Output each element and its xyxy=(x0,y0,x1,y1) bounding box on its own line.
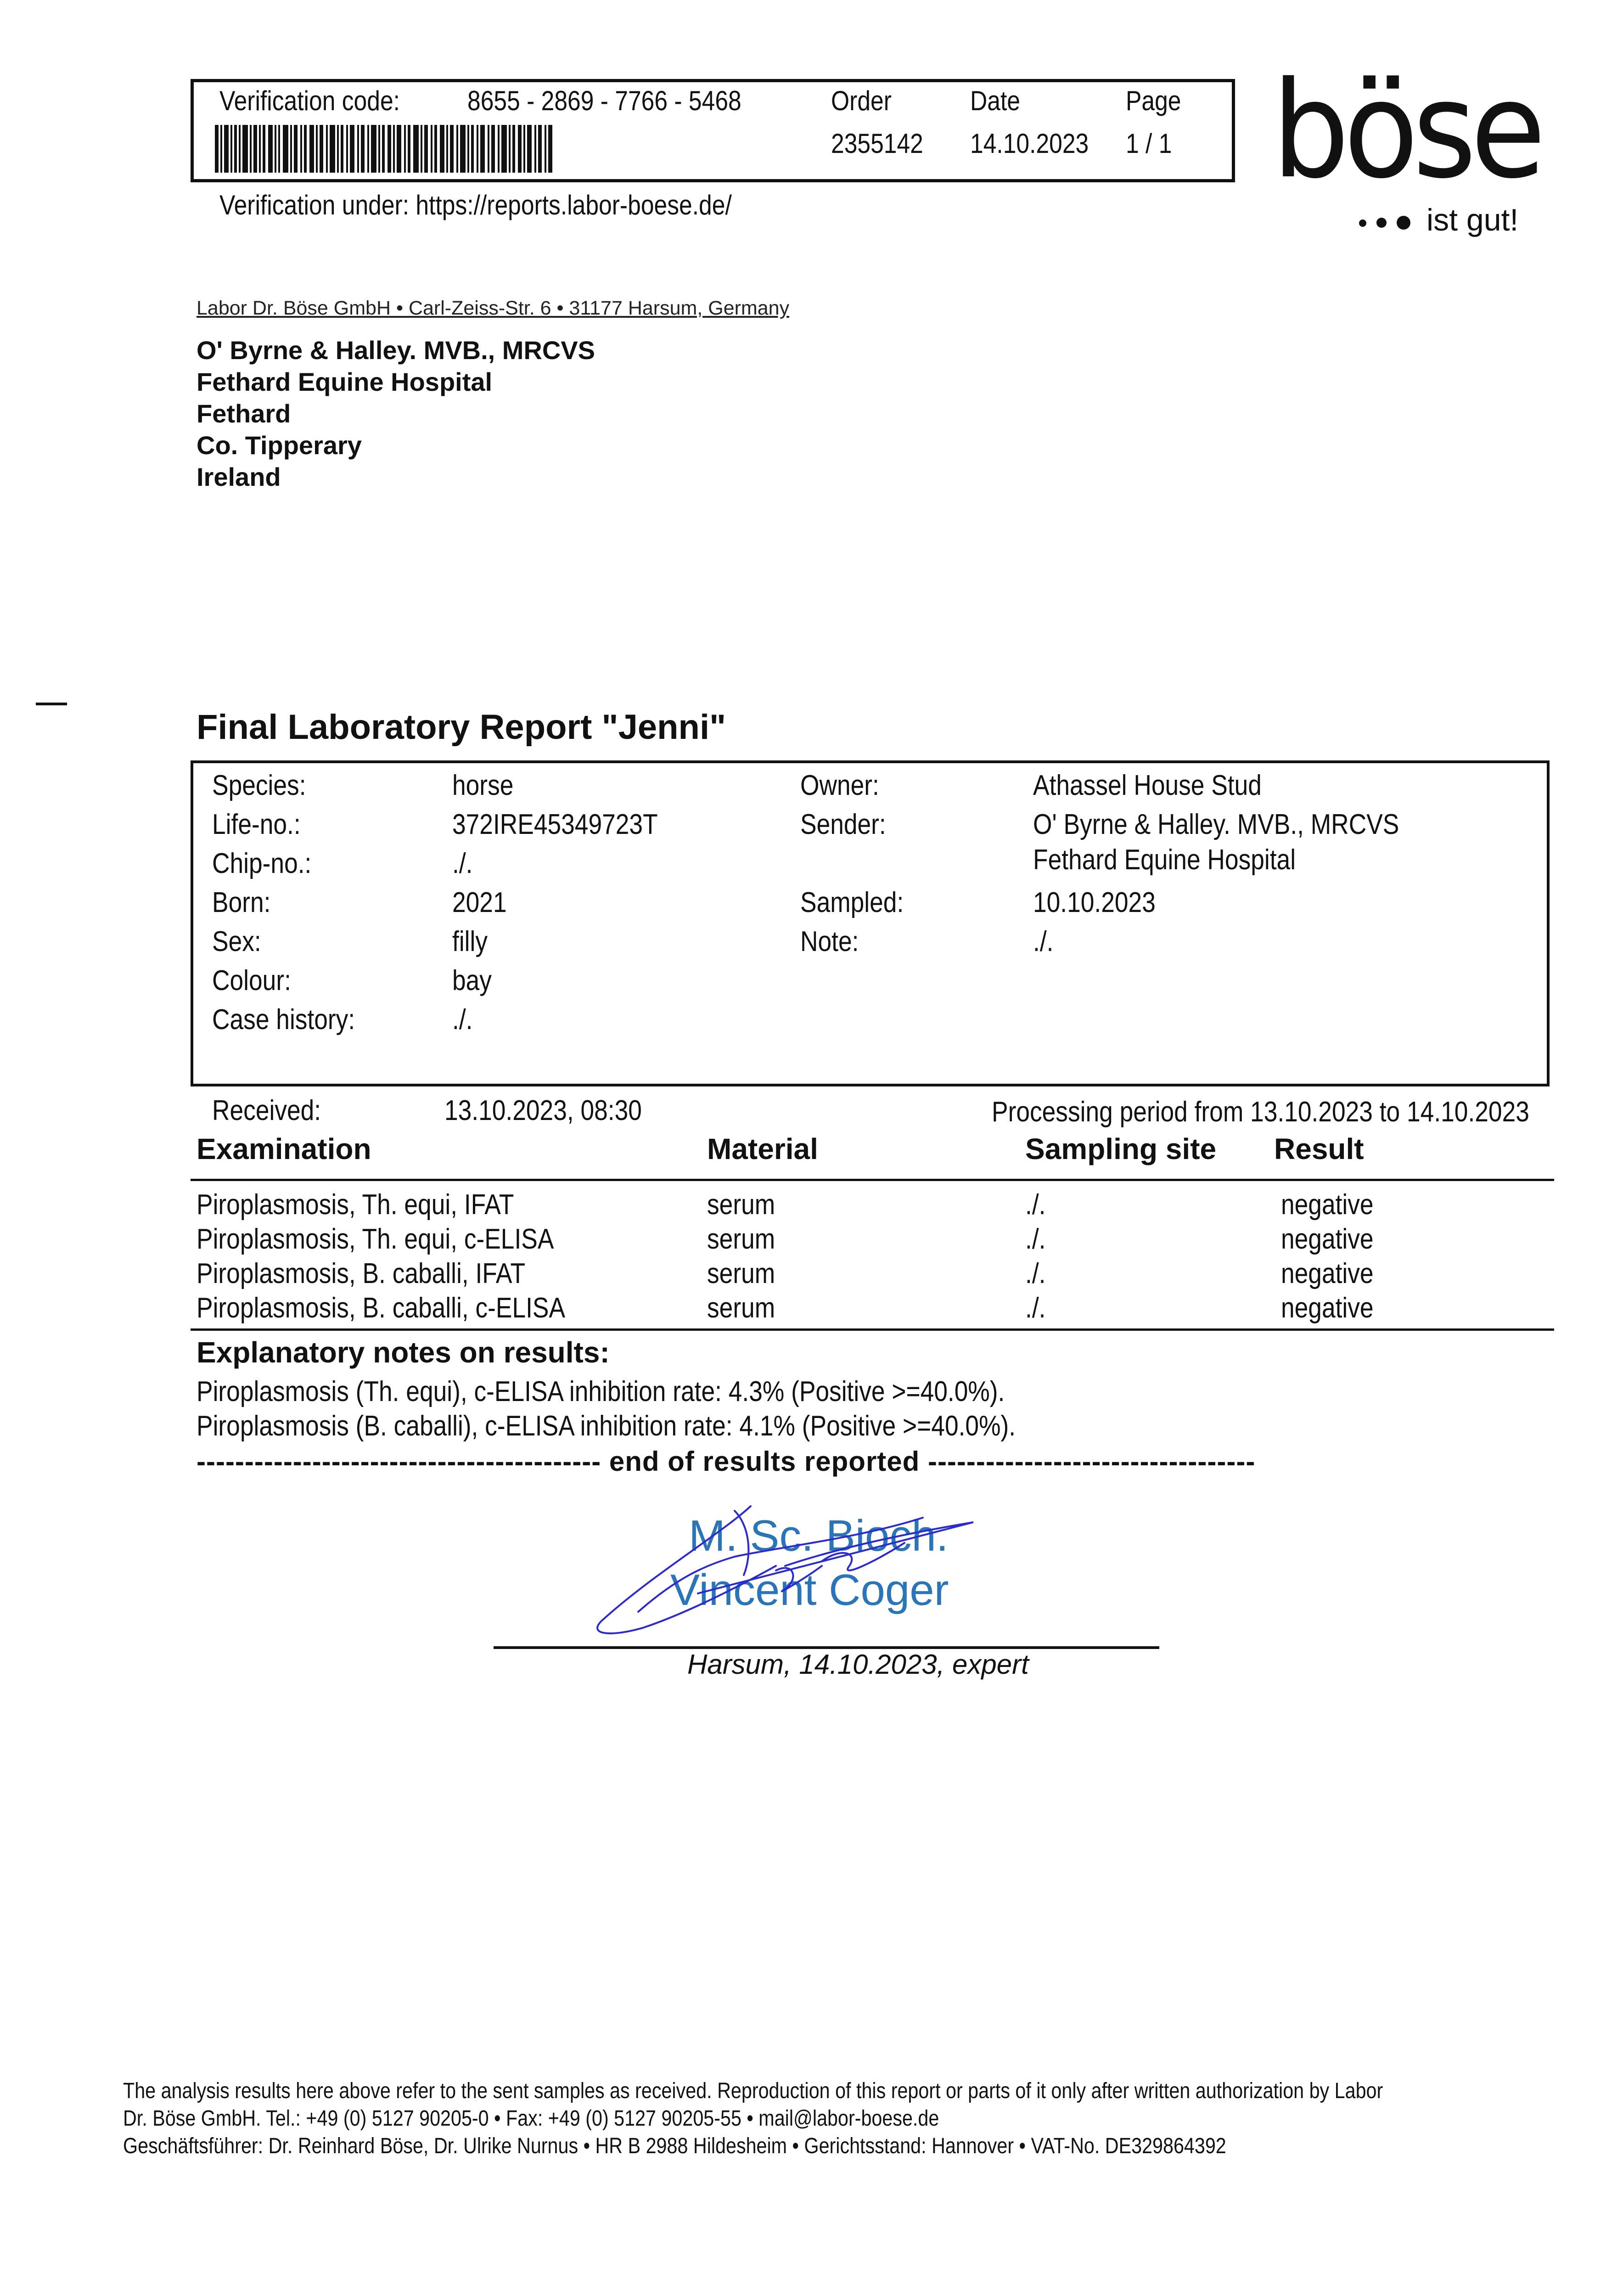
material-cell: serum xyxy=(707,1292,775,1324)
stamp-title: M. Sc. Bioch. xyxy=(689,1511,949,1560)
recipient-line: Ireland xyxy=(197,462,281,491)
life-no-value: 372IRE45349723T xyxy=(452,809,658,840)
received-value: 13.10.2023, 08:30 xyxy=(444,1095,642,1126)
column-header-result: Result xyxy=(1274,1132,1364,1165)
sex-label: Sex: xyxy=(212,926,261,957)
date-value: 14.10.2023 xyxy=(970,128,1089,159)
colour-value: bay xyxy=(452,965,492,996)
table-header-rule xyxy=(191,1179,1554,1181)
chip-no-label: Chip-no.: xyxy=(212,848,312,879)
logo-dot-icon xyxy=(1359,219,1366,227)
owner-label: Owner: xyxy=(800,770,879,801)
footer-line: Dr. Böse GmbH. Tel.: +49 (0) 5127 90205-0 • Fax: +49 (0) 5127 90205-55 • mail@labor-boese.de xyxy=(123,2106,939,2131)
column-header-material: Material xyxy=(707,1132,818,1165)
examination-cell: Piroplasmosis, B. caballi, IFAT xyxy=(197,1258,526,1289)
logo-dot-icon xyxy=(1397,216,1410,230)
stamp-name: Vincent Coger xyxy=(670,1565,949,1615)
case-history-value: ./. xyxy=(452,1004,473,1035)
sampled-value: 10.10.2023 xyxy=(1033,887,1156,918)
sender-value: O' Byrne & Halley. MVB., MRCVS xyxy=(1033,809,1399,840)
result-cell: negative xyxy=(1281,1223,1374,1255)
logo-dot-icon xyxy=(1376,218,1387,228)
logo-wordmark: böse xyxy=(1272,53,1540,208)
order-label: Order xyxy=(831,85,892,116)
sampling-site-cell: ./. xyxy=(1025,1258,1046,1289)
verification-label: Verification code: xyxy=(219,85,400,116)
colour-label: Colour: xyxy=(212,965,291,996)
note-label: Note: xyxy=(800,926,859,957)
barcode xyxy=(215,125,552,173)
note-line: Piroplasmosis (Th. equi), c-ELISA inhibition rate: 4.3% (Positive >=40.0%). xyxy=(197,1376,1005,1407)
owner-value: Athassel House Stud xyxy=(1033,770,1262,801)
signature-caption: Harsum, 14.10.2023, expert xyxy=(687,1649,1029,1680)
table-row xyxy=(0,1292,1623,1326)
born-value: 2021 xyxy=(452,887,507,918)
born-label: Born: xyxy=(212,887,271,918)
sender-value-2: Fethard Equine Hospital xyxy=(1033,844,1296,876)
examination-cell: Piroplasmosis, Th. equi, IFAT xyxy=(197,1189,514,1221)
table-row xyxy=(0,1188,1623,1223)
logo-tagline: ist gut! xyxy=(1426,203,1519,237)
column-header-sampling-site: Sampling site xyxy=(1025,1132,1217,1165)
footer-line: Geschäftsführer: Dr. Reinhard Böse, Dr. Ulrike Nurnus • HR B 2988 Hildesheim • Gerichtsstand: Hannover • VAT-No. DE329864392 xyxy=(123,2134,1226,2158)
recipient-line: O' Byrne & Halley. MVB., MRCVS xyxy=(197,336,595,365)
verification-url: Verification under: https://reports.labor-boese.de/ xyxy=(219,190,732,220)
order-value: 2355142 xyxy=(831,128,923,159)
chip-no-value: ./. xyxy=(452,848,473,879)
note-value: ./. xyxy=(1033,926,1054,957)
result-cell: negative xyxy=(1281,1189,1374,1221)
species-label: Species: xyxy=(212,770,306,801)
recipient-line: Co. Tipperary xyxy=(197,431,362,460)
material-cell: serum xyxy=(707,1189,775,1221)
verification-code: 8655 - 2869 - 7766 - 5468 xyxy=(467,85,741,116)
recipient-line: Fethard xyxy=(197,399,291,428)
page-label: Page xyxy=(1126,85,1181,116)
date-label: Date xyxy=(970,85,1021,116)
result-cell: negative xyxy=(1281,1258,1374,1289)
table-row xyxy=(0,1223,1623,1257)
received-label: Received: xyxy=(212,1095,321,1126)
report-title: Final Laboratory Report "Jenni" xyxy=(197,708,726,747)
fold-mark xyxy=(36,703,67,705)
examination-cell: Piroplasmosis, Th. equi, c-ELISA xyxy=(197,1223,554,1255)
end-of-results-line: ------------------------------------------ end of results reported ---------------------------------- xyxy=(197,1446,1256,1477)
note-line: Piroplasmosis (B. caballi), c-ELISA inhibition rate: 4.1% (Positive >=40.0%). xyxy=(197,1410,1016,1442)
handwritten-signature xyxy=(583,1497,1088,1644)
sampling-site-cell: ./. xyxy=(1025,1292,1046,1324)
material-cell: serum xyxy=(707,1258,775,1289)
species-value: horse xyxy=(452,770,514,801)
sender-address-line: Labor Dr. Böse GmbH • Carl-Zeiss-Str. 6 • 31177 Harsum, Germany xyxy=(197,297,790,319)
examination-cell: Piroplasmosis, B. caballi, c-ELISA xyxy=(197,1292,566,1324)
table-bottom-rule xyxy=(191,1328,1554,1331)
case-history-label: Case history: xyxy=(212,1004,355,1035)
sender-label: Sender: xyxy=(800,809,886,840)
result-cell: negative xyxy=(1281,1292,1374,1324)
sex-value: filly xyxy=(452,926,488,957)
material-cell: serum xyxy=(707,1223,775,1255)
recipient-line: Fethard Equine Hospital xyxy=(197,367,493,396)
processing-period: Processing period from 13.10.2023 to 14.10.2023 xyxy=(992,1096,1529,1128)
notes-title: Explanatory notes on results: xyxy=(197,1336,610,1369)
footer-line: The analysis results here above refer to the sent samples as received. Reproduction of this report or parts of it only after written authorization by Labor xyxy=(123,2079,1383,2103)
page-value: 1 / 1 xyxy=(1126,128,1172,159)
sampling-site-cell: ./. xyxy=(1025,1189,1046,1221)
table-row xyxy=(0,1257,1623,1292)
column-header-examination: Examination xyxy=(197,1132,371,1165)
sampling-site-cell: ./. xyxy=(1025,1223,1046,1255)
sampled-label: Sampled: xyxy=(800,887,904,918)
life-no-label: Life-no.: xyxy=(212,809,301,840)
